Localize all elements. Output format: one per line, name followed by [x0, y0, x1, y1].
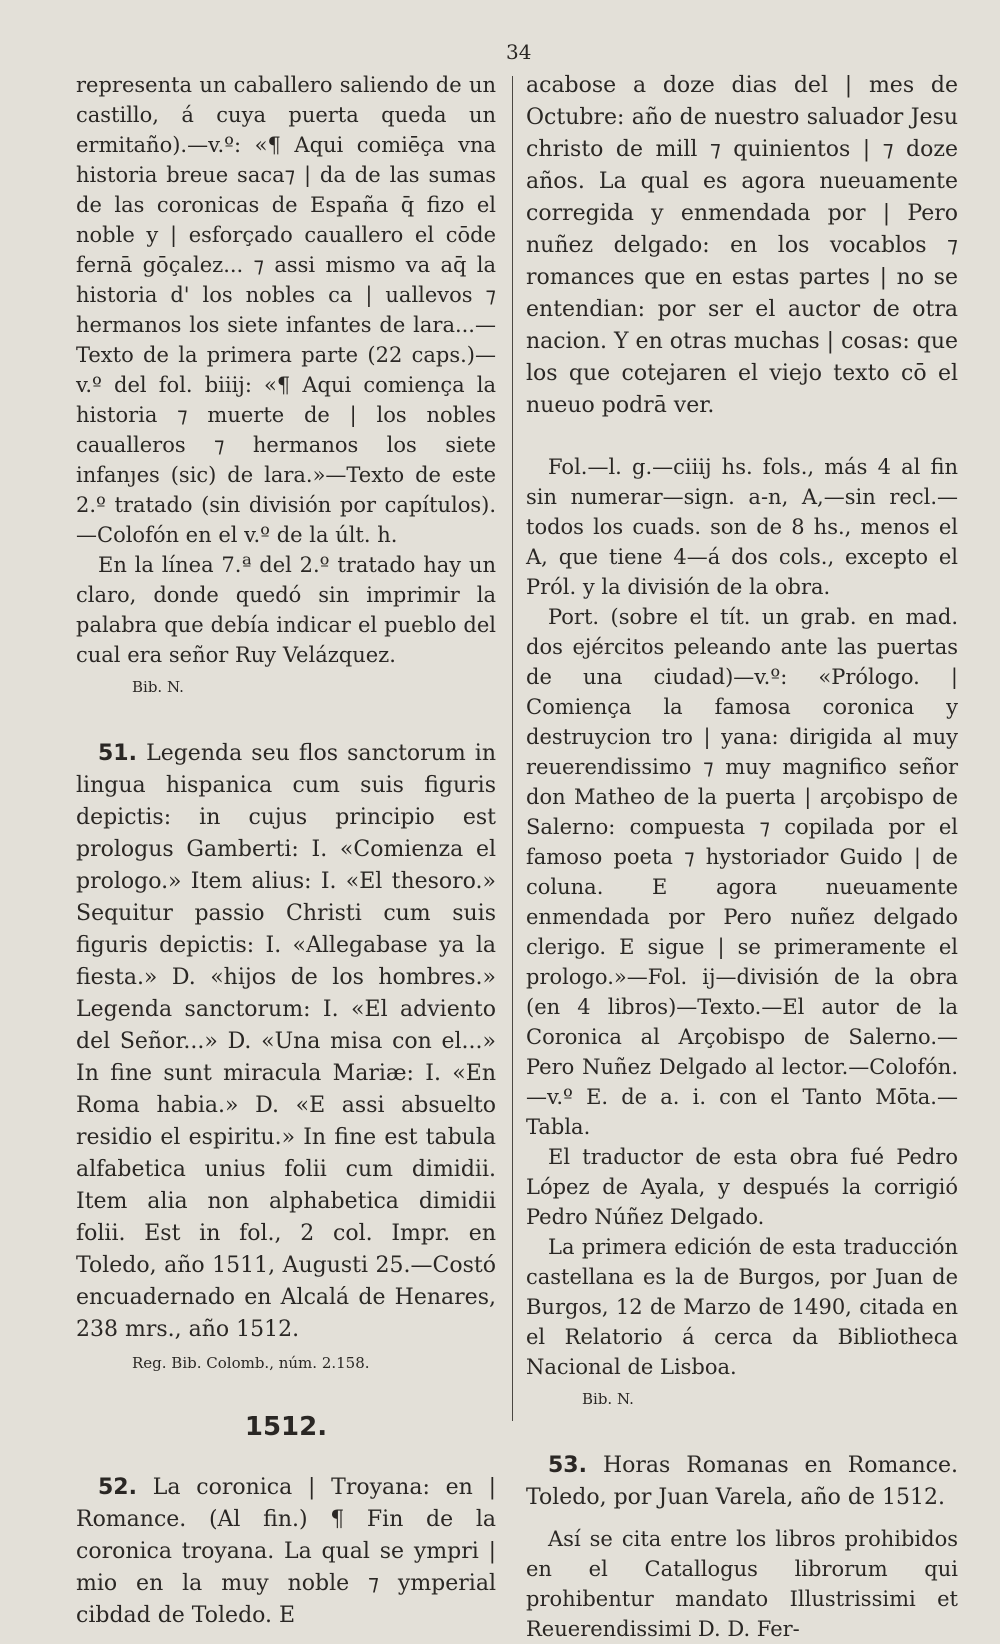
- catalog-entry-52: [76, 1472, 496, 1632]
- paragraph: Fol.—l. g.—ciiij hs. fols., más 4 al fin sin numerar—sign. a-n, A,—sin recl.—todos los cuads. son de 8 hs., menos el A, que tiene 4—á dos cols., excepto el Pról. y la división de la obra.: [526, 455, 958, 599]
- paragraph: La primera edición de esta traducción castellana es la de Burgos, por Juan de Burgos, 12 de Marzo de 1490, citada en el Relatorio á cerca da Bibliotheca Nacional de Lisboa.: [526, 1235, 958, 1379]
- entry-text: Horas Romanas en Romance. Toledo, por Juan Varela, año de 1512.: [526, 1453, 958, 1510]
- paragraph: Port. (sobre el tít. un grab. en mad. dos ejércitos peleando ante las puertas de una ciudad)—v.º: «Prólogo. | Comiença la famosa coronica y destruycion tro | yana: dirigida al muy reuerendissimo ⁊ muy magnifico señor don Matheo de la puerta | arçobispo de Salerno: compuesta ⁊ copilada por el famoso poeta ⁊ hystoriador Guido | de coluna. E agora nueuamente enmendada por Pero nuñez delgado clerigo. E sigue | se primeramente el prologo.»—Fol. ij—división de la obra (en 4 libros)—Texto.—El autor de la Coronica al Arçobispo de Salerno.—Pero Nuñez Delgado al lector.—Colofón.—v.º E. de a. i. con el Tanto Mōta.—Tabla.: [526, 605, 958, 1139]
- paragraph: representa un caballero saliendo de un castillo, á cuya puerta queda un ermitaño).—v.º: «¶ Aqui comiēça vna historia breue saca⁊ | da de las sumas de las coronicas de España q̄ fizo el noble y | esforçado cauallero el cōde fernā gōçalez... ⁊ assi mismo va aq̄ la historia d' los nobles ca | uallevos ⁊ hermanos los siete infantes de lara...—Texto de la primera parte (22 caps.)—v.º del fol. biiij: «¶ Aqui comiença la historia ⁊ muerte de | los nobles caualleros ⁊ hermanos los siete infanȷes (sic) de lara.»—Texto de este 2.º tratado (sin división por capítulos).—Colofón en el v.º de la últ. h.: [76, 73, 496, 547]
- source-reference: Bib. N.: [132, 678, 184, 696]
- year-heading: 1512.: [244, 1412, 328, 1442]
- source-reference: Bib. N.: [582, 1390, 634, 1408]
- page-number: 34: [506, 40, 532, 64]
- entry-number: 51.: [98, 741, 137, 766]
- left-column: [76, 70, 496, 1632]
- source-reference: Reg. Bib. Colomb., núm. 2.158.: [132, 1354, 370, 1372]
- paragraph: Así se cita entre los libros prohibidos en el Catallogus librorum qui prohibentur mandato Illustrissimi et Reuerendissimi D. D. Fer-: [526, 1527, 958, 1641]
- paragraph: En la línea 7.ª del 2.º tratado hay un claro, donde quedó sin imprimir la palabra que debía indicar el pueblo del cual era señor Ruy Velázquez.: [76, 553, 496, 667]
- paragraph: acabose a doze dias del | mes de Octubre: año de nuestro saluador Jesu christo de mill ⁊ quinientos | ⁊ doze años. La qual es agora nueuamente corregida y enmendada por | Pero nuñez delgado: en los vocablos ⁊ romances que en estas partes | no se entendian: por ser el auctor de otra nacion. Y en otras muchas | cosas: que los que cotejaren el viejo texto cō el nueuo podrā ver.: [526, 73, 959, 418]
- paragraph: El traductor de esta obra fué Pedro López de Ayala, y después la corrigió Pedro Núñez Delgado.: [526, 1145, 958, 1229]
- entry-text: La coronica | Troyana: en | Romance. (Al fin.) ¶ Fin de la coronica troyana. La qual se ympri | mio en la muy noble ⁊ ymperial cibdad de Toledo. E: [76, 1475, 496, 1628]
- column-divider: [512, 76, 513, 1421]
- entry-number: 52.: [98, 1475, 137, 1500]
- catalog-entry-53: [526, 1450, 958, 1514]
- entry-number: 53.: [548, 1453, 587, 1478]
- catalog-entry-51: [76, 738, 496, 1346]
- right-column: [526, 70, 958, 1644]
- entry-text: Legenda seu flos sanctorum in lingua hispanica cum suis figuris depictis: in cujus principio est prologus Gamberti: I. «Comienza el prologo.» Item alius: I. «El thesoro.» Sequitur passio Christi cum suis figuris depictis: I. «Allegabase ya la fiesta.» D. «hijos de los hombres.» Legenda sanctorum: I. «El adviento del Señor...» D. «Una misa con el...» In fine sunt miracula Mariæ: I. «En Roma habia.» D. «E assi absuelto residio el espiritu.» In fine est tabula alfabetica unius folii cum dimidii. Item alia non alphabetica dimidii folii. Est in fol., 2 col. Impr. en Toledo, año 1511, Augusti 25.—Costó encuadernado en Alcalá de Henares, 238 mrs., año 1512.: [76, 741, 497, 1342]
